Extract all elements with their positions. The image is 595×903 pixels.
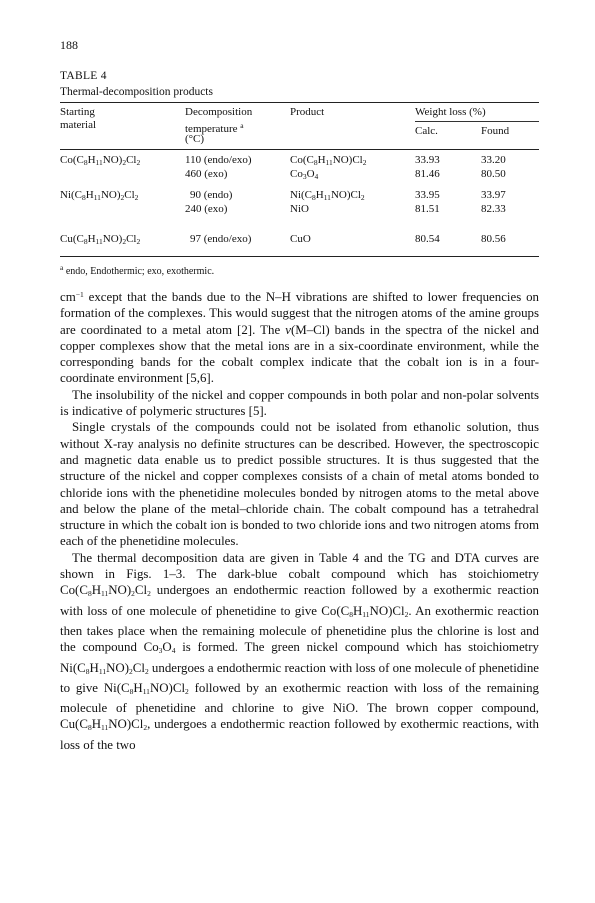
paragraph: The insolubility of the nickel and copper compounds in both polar and non-polar solvents is indicative of polymeric structures [5].: [60, 387, 539, 419]
decomposition-temperature: 97 (endo/exo): [190, 233, 252, 245]
decomposition-temperature: 110 (endo/exo): [185, 154, 252, 166]
weight-loss-found: 82.33: [481, 203, 506, 215]
product-formula: NiO: [290, 203, 309, 215]
paragraph: The thermal decomposition data are given in Table 4 and the TG and DTA curves are shown in Figs. 1–3. The dark-blue cobalt compound which has stoichiometry $Co(C_8H_{11}NO)_2Cl_2$ undergoes an endothermic reaction followed by a exothermic reaction with loss of one molecule of phenetidine to give $Co(C_8H_{11}NO)Cl_2$. An exothermic reaction then takes place when the remaining molecule of phenetidine plus the chlorine is lost and the compound $Co_3O_4$ is formed. The green nickel compound which has stoichiometry $Ni(C_8H_{11}NO)_2Cl_2$ undergoes a endothermic reaction with loss of one molecule of phenetidine to give $Ni(C_8H_{11}NO)Cl_2$ followed by an exothermic reaction with loss of the remaining molecule of phenetidine and chlorine to give NiO. The brown copper compound, $Cu(C_8H_{11}NO)Cl_2$, undergoes a endothermic reaction followed by exothermic reactions, with loss of the two: [60, 550, 540, 752]
starting-material-formula: $Ni(C_8H_{11}NO)_2Cl_2$: [60, 189, 139, 202]
table-footnote: [60, 263, 214, 277]
product-formula: $Co(C_8H_{11}NO)Cl_2$: [290, 154, 367, 167]
header-calc: Calc.: [415, 125, 438, 137]
decomposition-temperature: 460 (exo): [185, 168, 228, 180]
header-decomp-line2-text: temperature: [185, 123, 238, 135]
formula: $Co(C_8H_{11}NO)Cl_2$: [321, 603, 409, 619]
header-decomp-line3: (°C): [185, 133, 205, 145]
table-label: TABLE 4: [60, 70, 107, 82]
table-bottom-rule: [60, 256, 539, 257]
header-starting-line2: material: [60, 119, 97, 131]
weight-loss-found: 33.20: [481, 154, 506, 166]
formula: $Co(C_8H_{11}NO)_2Cl_2$: [60, 583, 151, 599]
product-formula: CuO: [290, 233, 311, 245]
header-product: Product: [290, 106, 325, 118]
starting-material-formula: $Co(C_8H_{11}NO)_2Cl_2$: [60, 154, 141, 167]
page-number: 188: [60, 38, 78, 52]
header-weight-loss: Weight loss (%): [415, 106, 486, 118]
footnote-mark: a: [60, 263, 64, 272]
weight-loss-calc: 33.93: [415, 154, 440, 166]
weight-loss-found: 80.56: [481, 233, 506, 245]
header-starting-line1: Starting: [60, 106, 95, 118]
formula: $Ni(C_8H_{11}NO)_2Cl_2$: [60, 660, 149, 676]
weight-loss-found: 80.50: [481, 168, 506, 180]
product-formula: $Co_3O_4$: [290, 168, 319, 181]
weight-loss-calc: 80.54: [415, 233, 440, 245]
paragraph: Single crystals of the compounds could not be isolated from ethanolic solution, thus without X-ray analysis no definite structures can be described. However, the spectroscopic and magnetic data enable us to predict possible structures. It is thus suggested that the structure of the nickel and copper complexes consists of a chain of metal atoms bonded to chloride ions with the phenetidine molecules bonded by nitrogen atoms to the metal above and below the plane of the metal–chloride chain. The cobalt compound has a tetrahedral structure in which the cobalt ion is bonded to two chloride ions and two nitrogen atoms from each of the phenetidine molecules.: [60, 420, 539, 549]
decomposition-temperature: 90 (endo): [190, 189, 233, 201]
footnote-text: endo, Endothermic; exo, exothermic.: [63, 266, 215, 277]
weight-loss-found: 33.97: [481, 189, 506, 201]
weight-loss-calc: 81.51: [415, 203, 440, 215]
paragraph: $cm^{-1}$ except that the bands due to the N–H vibrations are shifted to lower frequencies on formation of the complexes. This would suggest that the nitrogen atoms of the amine groups are coordinated to a metal atom [2]. The ν(M–Cl) bands in the spectra of the nickel and copper complexes show that the metal ions are in a six-coordinate environment, while the corresponding bands for the cobalt complex indicate that the cobalt ion is in a four-coordinate environment [5,6].: [60, 290, 539, 386]
header-decomp-line1: Decomposition: [185, 106, 253, 118]
formula: $Co_3O_4$: [143, 640, 176, 656]
footnote-mark: a: [240, 121, 244, 130]
formula: $Cu(C_8H_{11}NO)Cl_2$: [60, 717, 148, 733]
table-caption: Thermal-decomposition products: [60, 86, 213, 98]
formula: $Ni(C_8H_{11}NO)Cl_2$: [103, 680, 189, 696]
header-bottom-rule: [60, 149, 539, 150]
table-top-rule: [60, 102, 539, 103]
decomposition-temperature: 240 (exo): [185, 203, 228, 215]
weight-loss-calc: 81.46: [415, 168, 440, 180]
body-text: [60, 287, 539, 753]
header-found: Found: [481, 125, 510, 137]
weight-loss-calc: 33.95: [415, 189, 440, 201]
weight-loss-rule: [415, 121, 539, 122]
starting-material-formula: $Cu(C_8H_{11}NO)_2Cl_2$: [60, 233, 141, 246]
product-formula: $Ni(C_8H_{11}NO)Cl_2$: [290, 189, 365, 202]
